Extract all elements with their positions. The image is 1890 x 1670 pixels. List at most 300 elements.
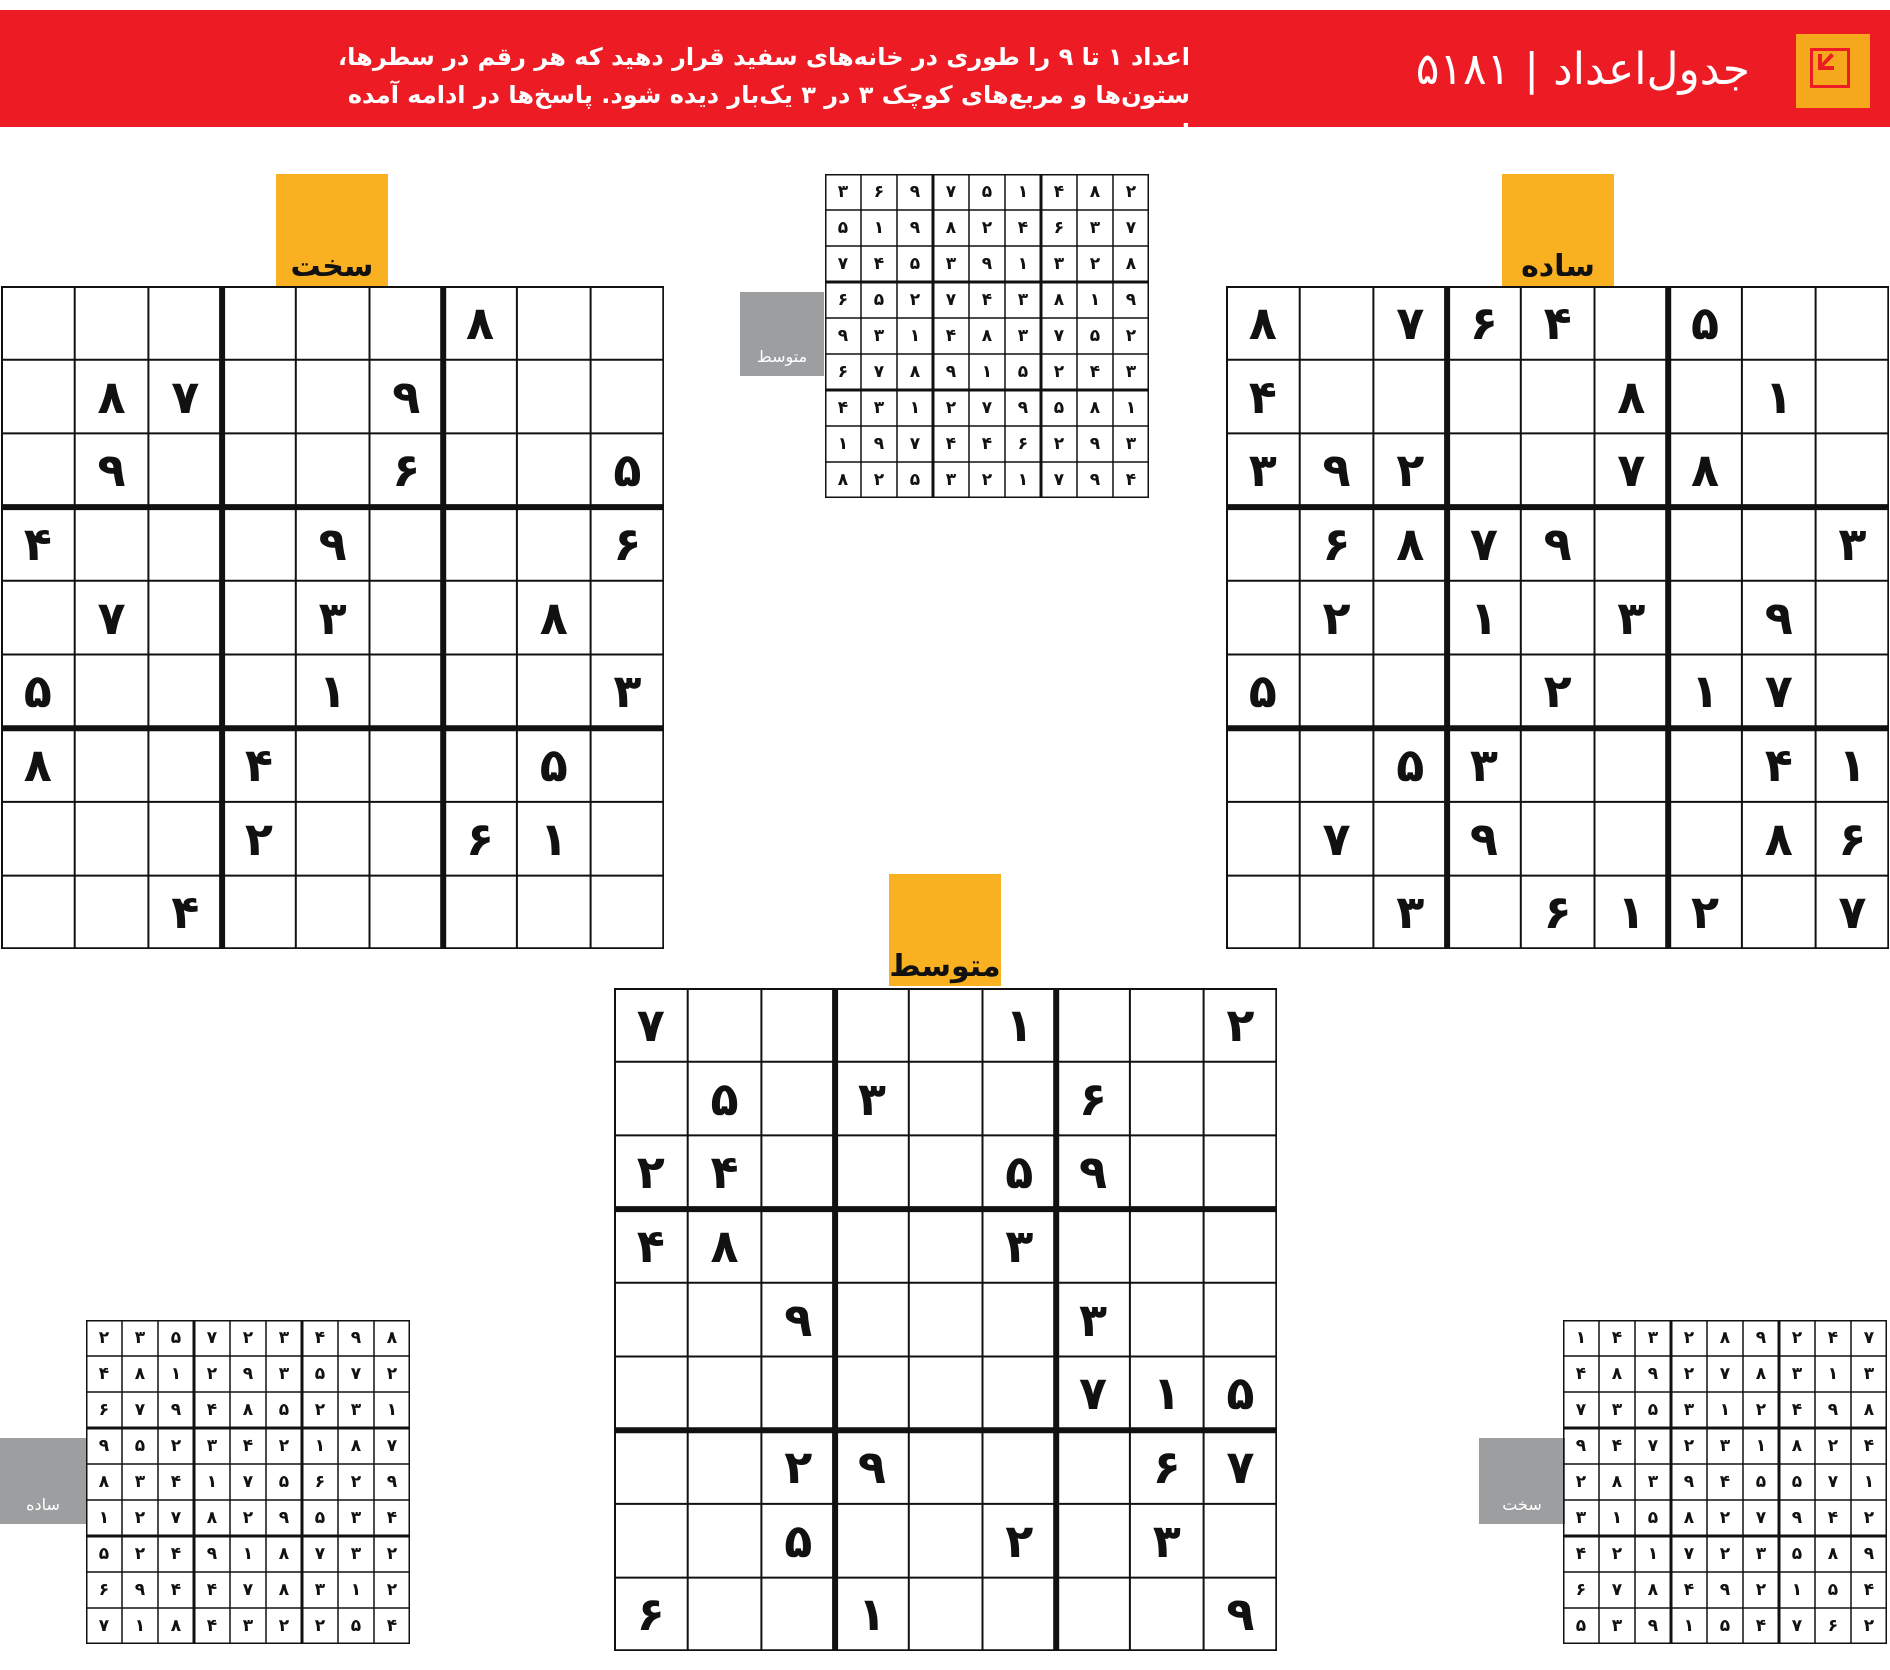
- grid-cell[interactable]: ۶: [98, 1400, 110, 1420]
- grid-cell[interactable]: ۱: [1838, 738, 1867, 793]
- grid-cell[interactable]: ۸: [1617, 369, 1646, 424]
- grid-cell[interactable]: ۱: [909, 398, 921, 418]
- grid-cell[interactable]: [517, 507, 591, 581]
- grid-cell[interactable]: ۲: [1791, 1328, 1803, 1348]
- grid-cell[interactable]: ۵: [710, 1071, 739, 1126]
- grid-cell[interactable]: ۹: [981, 254, 993, 274]
- grid-cell[interactable]: [1056, 988, 1130, 1062]
- grid-cell[interactable]: ۳: [1791, 1364, 1803, 1384]
- grid-cell[interactable]: [1226, 581, 1300, 655]
- grid-cell[interactable]: [1668, 802, 1742, 876]
- grid-cell[interactable]: ۳: [1647, 1328, 1659, 1348]
- grid-cell[interactable]: [761, 1357, 835, 1431]
- grid-cell[interactable]: ۲: [314, 1400, 326, 1420]
- grid-cell[interactable]: ۳: [350, 1400, 362, 1420]
- grid-cell[interactable]: [835, 1504, 909, 1578]
- grid-cell[interactable]: [909, 1504, 983, 1578]
- grid-cell[interactable]: ۹: [1863, 1544, 1875, 1564]
- grid-cell[interactable]: ۲: [981, 218, 993, 238]
- grid-cell[interactable]: [1130, 1062, 1204, 1136]
- grid-cell[interactable]: [222, 581, 296, 655]
- grid-cell[interactable]: ۳: [1017, 290, 1029, 310]
- grid-cell[interactable]: [591, 360, 665, 434]
- grid-cell[interactable]: ۴: [171, 885, 200, 940]
- grid-cell[interactable]: ۴: [98, 1364, 110, 1384]
- grid-cell[interactable]: [1521, 802, 1595, 876]
- grid-cell[interactable]: ۹: [1089, 470, 1101, 490]
- grid-cell[interactable]: ۹: [1827, 1400, 1839, 1420]
- grid-cell[interactable]: [443, 581, 517, 655]
- grid-cell[interactable]: [1373, 360, 1447, 434]
- grid-cell[interactable]: [1300, 655, 1374, 729]
- grid-cell[interactable]: ۷: [170, 1508, 182, 1528]
- grid-cell[interactable]: ۵: [613, 443, 642, 498]
- grid-cell[interactable]: ۲: [278, 1436, 290, 1456]
- grid-cell[interactable]: ۹: [134, 1580, 146, 1600]
- grid-cell[interactable]: ۱: [1647, 1544, 1659, 1564]
- grid-cell[interactable]: ۹: [170, 1400, 182, 1420]
- grid-cell[interactable]: ۲: [1053, 434, 1065, 454]
- grid-cell[interactable]: [1130, 1209, 1204, 1283]
- grid-cell[interactable]: [1521, 728, 1595, 802]
- grid-cell[interactable]: ۲: [1719, 1544, 1731, 1564]
- grid-cell[interactable]: [761, 988, 835, 1062]
- grid-cell[interactable]: ۱: [1683, 1616, 1695, 1636]
- grid-cell[interactable]: ۶: [1078, 1071, 1108, 1126]
- grid-cell[interactable]: ۷: [1647, 1436, 1659, 1456]
- grid-cell[interactable]: ۳: [1575, 1508, 1587, 1528]
- grid-cell[interactable]: [1204, 1504, 1278, 1578]
- grid-cell[interactable]: ۳: [857, 1071, 886, 1126]
- grid-cell[interactable]: ۴: [170, 1544, 182, 1564]
- grid-cell[interactable]: ۳: [1719, 1436, 1731, 1456]
- grid-cell[interactable]: [591, 728, 665, 802]
- grid-cell[interactable]: [909, 1209, 983, 1283]
- grid-cell[interactable]: [1373, 802, 1447, 876]
- grid-cell[interactable]: ۵: [1719, 1616, 1731, 1636]
- grid-cell[interactable]: ۲: [386, 1364, 398, 1384]
- grid-cell[interactable]: [1447, 876, 1521, 950]
- grid-cell[interactable]: ۲: [134, 1544, 146, 1564]
- grid-cell[interactable]: [222, 286, 296, 360]
- grid-cell[interactable]: ۸: [350, 1436, 362, 1456]
- grid-cell[interactable]: [909, 1578, 983, 1652]
- grid-cell[interactable]: ۳: [613, 664, 642, 719]
- grid-cell[interactable]: ۵: [1575, 1616, 1587, 1636]
- grid-cell[interactable]: [443, 433, 517, 507]
- grid-cell[interactable]: ۱: [1152, 1366, 1181, 1421]
- grid-cell[interactable]: ۸: [1755, 1364, 1767, 1384]
- grid-cell[interactable]: ۱: [206, 1472, 218, 1492]
- grid-cell[interactable]: ۳: [350, 1508, 362, 1528]
- grid-cell[interactable]: ۹: [857, 1440, 886, 1495]
- grid-cell[interactable]: ۴: [1575, 1544, 1587, 1564]
- grid-cell[interactable]: ۸: [1089, 398, 1101, 418]
- grid-cell[interactable]: ۴: [1611, 1436, 1623, 1456]
- grid-cell[interactable]: ۶: [1053, 218, 1065, 238]
- grid-cell[interactable]: ۱: [386, 1400, 398, 1420]
- grid-cell[interactable]: [1204, 1283, 1278, 1357]
- grid-cell[interactable]: [443, 728, 517, 802]
- grid-cell[interactable]: ۳: [1248, 443, 1277, 498]
- grid-cell[interactable]: ۵: [23, 664, 52, 719]
- grid-cell[interactable]: ۶: [837, 290, 849, 310]
- grid-cell[interactable]: [835, 988, 909, 1062]
- grid-cell[interactable]: [370, 728, 444, 802]
- grid-cell[interactable]: ۳: [134, 1472, 146, 1492]
- grid-cell[interactable]: [370, 655, 444, 729]
- grid-cell[interactable]: [296, 876, 370, 950]
- grid-cell[interactable]: [443, 507, 517, 581]
- grid-cell[interactable]: ۷: [945, 290, 957, 310]
- grid-cell[interactable]: ۳: [1017, 326, 1029, 346]
- grid-cell[interactable]: ۸: [945, 218, 957, 238]
- grid-cell[interactable]: ۲: [1683, 1364, 1695, 1384]
- grid-cell[interactable]: [761, 1209, 835, 1283]
- grid-cell[interactable]: ۱: [1017, 254, 1029, 274]
- grid-cell[interactable]: [1056, 1578, 1130, 1652]
- grid-cell[interactable]: ۷: [1053, 326, 1065, 346]
- grid-cell[interactable]: ۹: [386, 1472, 398, 1492]
- grid-cell[interactable]: [983, 1357, 1057, 1431]
- grid-cell[interactable]: ۶: [873, 182, 885, 202]
- grid-cell[interactable]: [517, 876, 591, 950]
- grid-cell[interactable]: ۲: [1683, 1436, 1695, 1456]
- grid-cell[interactable]: [909, 1283, 983, 1357]
- grid-cell[interactable]: ۷: [636, 997, 665, 1052]
- grid-cell[interactable]: ۱: [539, 811, 568, 866]
- grid-cell[interactable]: ۳: [873, 326, 885, 346]
- grid-cell[interactable]: ۲: [386, 1580, 398, 1600]
- grid-cell[interactable]: ۳: [1683, 1400, 1695, 1420]
- grid-cell[interactable]: ۲: [134, 1508, 146, 1528]
- grid-cell[interactable]: [909, 1430, 983, 1504]
- grid-cell[interactable]: ۷: [1791, 1616, 1803, 1636]
- grid-cell[interactable]: [1, 433, 75, 507]
- grid-cell[interactable]: ۱: [1755, 1436, 1767, 1456]
- grid-cell[interactable]: ۹: [278, 1508, 290, 1528]
- grid-cell[interactable]: ۱: [1827, 1364, 1839, 1384]
- grid-cell[interactable]: ۸: [278, 1580, 290, 1600]
- grid-cell[interactable]: ۴: [23, 516, 52, 571]
- grid-cell[interactable]: ۲: [784, 1440, 813, 1495]
- grid-cell[interactable]: ۲: [170, 1436, 182, 1456]
- grid-cell[interactable]: ۴: [1543, 295, 1572, 350]
- grid-cell[interactable]: ۷: [98, 1616, 110, 1636]
- grid-cell[interactable]: ۸: [1089, 182, 1101, 202]
- grid-cell[interactable]: [1521, 581, 1595, 655]
- grid-cell[interactable]: ۸: [1611, 1364, 1623, 1384]
- grid-cell[interactable]: ۴: [1827, 1508, 1839, 1528]
- grid-cell[interactable]: ۸: [539, 590, 568, 645]
- grid-cell[interactable]: ۴: [1053, 182, 1065, 202]
- grid-cell[interactable]: ۴: [1575, 1364, 1587, 1384]
- grid-cell[interactable]: ۱: [1089, 290, 1101, 310]
- grid-cell[interactable]: ۸: [206, 1508, 218, 1528]
- grid-cell[interactable]: ۲: [98, 1328, 110, 1348]
- grid-cell[interactable]: [835, 1357, 909, 1431]
- grid-cell[interactable]: ۲: [244, 811, 273, 866]
- grid-cell[interactable]: [909, 1135, 983, 1209]
- grid-cell[interactable]: [1742, 876, 1816, 950]
- grid-cell[interactable]: ۳: [1647, 1472, 1659, 1492]
- grid-cell[interactable]: ۲: [1611, 1544, 1623, 1564]
- grid-cell[interactable]: ۵: [1053, 398, 1065, 418]
- grid-cell[interactable]: ۶: [1469, 295, 1498, 350]
- grid-cell[interactable]: ۹: [392, 369, 421, 424]
- grid-cell[interactable]: ۳: [206, 1436, 218, 1456]
- grid-cell[interactable]: ۵: [1791, 1544, 1803, 1564]
- grid-cell[interactable]: ۹: [1226, 1587, 1255, 1642]
- grid-cell[interactable]: [370, 581, 444, 655]
- grid-cell[interactable]: ۸: [97, 369, 126, 424]
- grid-cell[interactable]: ۸: [1690, 443, 1720, 498]
- grid-cell[interactable]: ۱: [350, 1580, 362, 1600]
- grid-cell[interactable]: ۲: [1005, 1513, 1034, 1568]
- grid-cell[interactable]: ۶: [465, 811, 495, 866]
- grid-cell[interactable]: [1130, 1135, 1204, 1209]
- grid-cell[interactable]: ۹: [1719, 1580, 1731, 1600]
- grid-cell[interactable]: [75, 507, 149, 581]
- grid-cell[interactable]: ۳: [1838, 516, 1867, 571]
- grid-cell[interactable]: ۴: [170, 1472, 182, 1492]
- grid-cell[interactable]: ۵: [1017, 362, 1029, 382]
- grid-cell[interactable]: ۹: [1078, 1145, 1108, 1200]
- grid-cell[interactable]: ۶: [1838, 811, 1867, 866]
- grid-cell[interactable]: ۱: [1125, 398, 1137, 418]
- grid-cell[interactable]: [148, 433, 222, 507]
- grid-cell[interactable]: ۳: [1125, 434, 1137, 454]
- grid-cell[interactable]: ۷: [1838, 885, 1867, 940]
- grid-cell[interactable]: ۱: [1611, 1508, 1623, 1528]
- grid-cell[interactable]: ۲: [1690, 885, 1720, 940]
- grid-cell[interactable]: [148, 655, 222, 729]
- grid-cell[interactable]: ۳: [314, 1580, 326, 1600]
- grid-cell[interactable]: ۲: [1575, 1472, 1587, 1492]
- grid-cell[interactable]: [614, 1062, 688, 1136]
- grid-cell[interactable]: [1130, 988, 1204, 1062]
- grid-cell[interactable]: [983, 1283, 1057, 1357]
- grid-cell[interactable]: [1226, 507, 1300, 581]
- grid-cell[interactable]: ۵: [784, 1513, 813, 1568]
- grid-cell[interactable]: ۵: [1647, 1400, 1659, 1420]
- grid-cell[interactable]: ۵: [1248, 664, 1277, 719]
- grid-cell[interactable]: ۶: [392, 443, 421, 498]
- grid-cell[interactable]: ۷: [1053, 470, 1065, 490]
- grid-cell[interactable]: ۷: [837, 254, 849, 274]
- grid-cell[interactable]: [148, 802, 222, 876]
- grid-cell[interactable]: [370, 876, 444, 950]
- grid-cell[interactable]: [1373, 581, 1447, 655]
- grid-cell[interactable]: ۹: [837, 326, 849, 346]
- grid-cell[interactable]: ۹: [1089, 434, 1101, 454]
- grid-cell[interactable]: ۳: [1078, 1292, 1108, 1347]
- grid-cell[interactable]: ۳: [134, 1328, 146, 1348]
- grid-cell[interactable]: [370, 286, 444, 360]
- grid-cell[interactable]: [1204, 1209, 1278, 1283]
- grid-cell[interactable]: ۷: [171, 369, 200, 424]
- grid-cell[interactable]: [148, 581, 222, 655]
- grid-cell[interactable]: ۸: [23, 738, 52, 793]
- grid-cell[interactable]: ۸: [1125, 254, 1137, 274]
- grid-cell[interactable]: ۲: [1719, 1508, 1731, 1528]
- grid-cell[interactable]: ۴: [1863, 1580, 1875, 1600]
- grid-cell[interactable]: ۷: [1611, 1580, 1623, 1600]
- grid-cell[interactable]: ۳: [1755, 1544, 1767, 1564]
- grid-cell[interactable]: [1300, 360, 1374, 434]
- grid-cell[interactable]: ۱: [1617, 885, 1646, 940]
- grid-cell[interactable]: ۹: [97, 443, 126, 498]
- grid-cell[interactable]: [591, 286, 665, 360]
- grid-cell[interactable]: [1668, 728, 1742, 802]
- grid-cell[interactable]: [1, 802, 75, 876]
- grid-cell[interactable]: ۹: [1764, 590, 1793, 645]
- grid-cell[interactable]: [1668, 507, 1742, 581]
- grid-cell[interactable]: ۲: [242, 1508, 254, 1528]
- grid-cell[interactable]: ۲: [1396, 443, 1425, 498]
- grid-cell[interactable]: [222, 655, 296, 729]
- grid-cell[interactable]: ۳: [1611, 1400, 1623, 1420]
- grid-cell[interactable]: ۶: [636, 1587, 665, 1642]
- grid-cell[interactable]: [688, 1578, 762, 1652]
- grid-cell[interactable]: [75, 876, 149, 950]
- grid-cell[interactable]: ۶: [837, 362, 849, 382]
- grid-cell[interactable]: ۸: [1647, 1580, 1659, 1600]
- grid-cell[interactable]: [296, 802, 370, 876]
- grid-cell[interactable]: ۹: [1647, 1616, 1659, 1636]
- grid-cell[interactable]: ۹: [873, 434, 885, 454]
- grid-cell[interactable]: ۷: [1719, 1364, 1731, 1384]
- grid-cell[interactable]: ۵: [1089, 326, 1101, 346]
- grid-cell[interactable]: ۲: [1543, 664, 1572, 719]
- grid-cell[interactable]: ۷: [1469, 516, 1498, 571]
- grid-cell[interactable]: ۴: [1248, 369, 1277, 424]
- grid-cell[interactable]: ۴: [981, 434, 993, 454]
- grid-cell[interactable]: ۹: [242, 1364, 254, 1384]
- grid-cell[interactable]: ۳: [837, 182, 849, 202]
- grid-cell[interactable]: ۹: [1469, 811, 1498, 866]
- grid-cell[interactable]: ۸: [98, 1472, 110, 1492]
- grid-cell[interactable]: [75, 655, 149, 729]
- grid-cell[interactable]: ۱: [318, 664, 347, 719]
- grid-cell[interactable]: ۲: [636, 1145, 665, 1200]
- grid-cell[interactable]: ۶: [1322, 516, 1351, 571]
- grid-cell[interactable]: ۱: [170, 1364, 182, 1384]
- grid-cell[interactable]: [835, 1283, 909, 1357]
- grid-cell[interactable]: ۸: [837, 470, 849, 490]
- grid-cell[interactable]: ۱: [1791, 1580, 1803, 1600]
- grid-cell[interactable]: [591, 581, 665, 655]
- grid-cell[interactable]: ۴: [1683, 1580, 1695, 1600]
- grid-cell[interactable]: ۱: [242, 1544, 254, 1564]
- grid-cell[interactable]: ۴: [636, 1218, 665, 1273]
- grid-cell[interactable]: [517, 433, 591, 507]
- grid-cell[interactable]: ۷: [97, 590, 126, 645]
- grid-cell[interactable]: [909, 988, 983, 1062]
- grid-cell[interactable]: ۷: [1396, 295, 1425, 350]
- grid-cell[interactable]: ۴: [710, 1145, 739, 1200]
- grid-cell[interactable]: ۲: [1755, 1580, 1767, 1600]
- grid-cell[interactable]: ۵: [350, 1616, 362, 1636]
- grid-cell[interactable]: [1447, 655, 1521, 729]
- grid-cell[interactable]: [614, 1430, 688, 1504]
- grid-cell[interactable]: ۳: [945, 470, 957, 490]
- grid-cell[interactable]: [148, 728, 222, 802]
- grid-cell[interactable]: ۹: [1575, 1436, 1587, 1456]
- grid-cell[interactable]: ۹: [1125, 290, 1137, 310]
- grid-cell[interactable]: ۹: [909, 218, 921, 238]
- grid-cell[interactable]: ۲: [1089, 254, 1101, 274]
- grid-cell[interactable]: ۵: [1755, 1472, 1767, 1492]
- grid-cell[interactable]: ۳: [278, 1364, 290, 1384]
- grid-cell[interactable]: ۸: [278, 1544, 290, 1564]
- grid-cell[interactable]: [1447, 360, 1521, 434]
- grid-cell[interactable]: ۱: [909, 326, 921, 346]
- grid-cell[interactable]: ۶: [314, 1472, 326, 1492]
- grid-cell[interactable]: ۳: [1611, 1616, 1623, 1636]
- grid-cell[interactable]: ۴: [1791, 1400, 1803, 1420]
- grid-cell[interactable]: ۷: [1827, 1472, 1839, 1492]
- grid-cell[interactable]: ۷: [1863, 1328, 1875, 1348]
- grid-cell[interactable]: [1, 876, 75, 950]
- grid-cell[interactable]: [1, 286, 75, 360]
- grid-cell[interactable]: [222, 360, 296, 434]
- grid-cell[interactable]: [1816, 360, 1890, 434]
- grid-cell[interactable]: ۳: [1089, 218, 1101, 238]
- grid-cell[interactable]: ۵: [539, 738, 568, 793]
- grid-cell[interactable]: ۵: [98, 1544, 110, 1564]
- grid-cell[interactable]: ۱: [857, 1587, 886, 1642]
- grid-cell[interactable]: ۹: [206, 1544, 218, 1564]
- grid-cell[interactable]: [1, 360, 75, 434]
- grid-cell[interactable]: ۵: [314, 1364, 326, 1384]
- grid-cell[interactable]: ۷: [1683, 1544, 1695, 1564]
- grid-cell[interactable]: [1742, 286, 1816, 360]
- grid-cell[interactable]: ۸: [1248, 295, 1277, 350]
- grid-cell[interactable]: ۶: [1017, 434, 1029, 454]
- grid-cell[interactable]: ۳: [1152, 1513, 1181, 1568]
- grid-cell[interactable]: ۸: [170, 1616, 182, 1636]
- grid-cell[interactable]: ۹: [350, 1328, 362, 1348]
- grid-cell[interactable]: [370, 507, 444, 581]
- grid-cell[interactable]: ۱: [1863, 1472, 1875, 1492]
- grid-cell[interactable]: [1130, 1578, 1204, 1652]
- grid-cell[interactable]: ۵: [1226, 1366, 1255, 1421]
- grid-cell[interactable]: ۳: [1863, 1364, 1875, 1384]
- grid-cell[interactable]: ۶: [1827, 1616, 1839, 1636]
- grid-cell[interactable]: [761, 1135, 835, 1209]
- grid-cell[interactable]: ۲: [206, 1364, 218, 1384]
- grid-cell[interactable]: ۸: [242, 1400, 254, 1420]
- grid-cell[interactable]: ۴: [1089, 362, 1101, 382]
- grid-cell[interactable]: ۴: [1719, 1472, 1731, 1492]
- grid-cell[interactable]: ۳: [242, 1616, 254, 1636]
- grid-cell[interactable]: [1056, 1504, 1130, 1578]
- grid-cell[interactable]: ۹: [945, 362, 957, 382]
- grid-cell[interactable]: ۴: [242, 1436, 254, 1456]
- grid-cell[interactable]: ۹: [1322, 443, 1351, 498]
- grid-cell[interactable]: ۶: [1543, 885, 1572, 940]
- grid-cell[interactable]: [1742, 507, 1816, 581]
- grid-cell[interactable]: [370, 802, 444, 876]
- grid-cell[interactable]: ۴: [170, 1580, 182, 1600]
- grid-cell[interactable]: ۴: [244, 738, 273, 793]
- grid-cell[interactable]: [1521, 360, 1595, 434]
- grid-cell[interactable]: [983, 1430, 1057, 1504]
- grid-cell[interactable]: ۱: [837, 434, 849, 454]
- grid-cell[interactable]: ۲: [350, 1472, 362, 1492]
- grid-cell[interactable]: ۴: [386, 1616, 398, 1636]
